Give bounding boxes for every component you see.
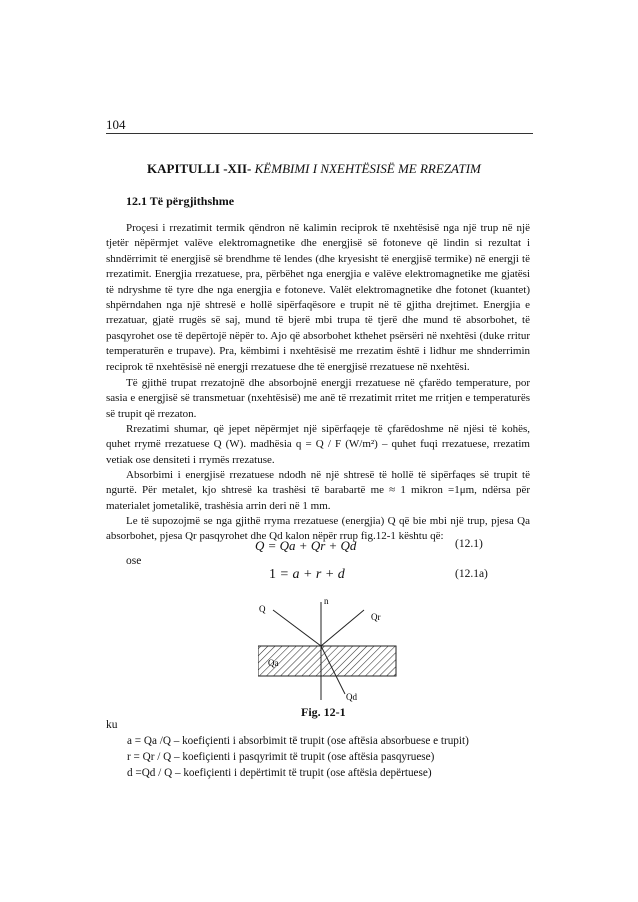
equation-number: (12.1): [455, 538, 483, 550]
equation-rhs: = a + r + d: [279, 567, 345, 582]
equation-rhs: = Qa + Qr + Qd: [267, 538, 357, 553]
figure-12-1: [258, 592, 408, 702]
equation-lhs: 1: [269, 567, 276, 582]
chapter-title: KËMBIMI I NXEHTËSISË ME RREZATIM: [254, 161, 481, 176]
figure-caption: Fig. 12-1: [301, 705, 346, 719]
reflected-ray: [321, 610, 364, 646]
definition-transmission: d =Qd / Q – koefiçienti i depërtimit të trupit (ose aftësia depërtuese): [127, 767, 432, 779]
ku-label: ku: [106, 719, 118, 731]
definition-absorption: a = Qa /Q – koefiçienti i absorbimit të trupit (ose aftësia absorbuese e trupit): [127, 735, 469, 747]
label-transmitted: Qd: [346, 692, 357, 702]
incident-ray: [273, 610, 321, 646]
label-normal: n: [324, 596, 329, 606]
definition-reflection: r = Qr / Q – koefiçienti i pasqyrimit të trupit (ose aftësia pasqyruese): [127, 751, 435, 763]
body-slab: [258, 646, 396, 676]
paragraph-2: Të gjithë trupat rrezatojnë dhe absorbojnë energji rrezatuese në çfarëdo temperature, por sasia e energjisë së transmetuar (nxehtësisë) me anë të rrezatimit rritet me rritjen e temperaturës së trupit që rrezaton.: [106, 377, 530, 420]
ose-label: ose: [126, 555, 142, 567]
chapter-heading: [147, 161, 481, 177]
paragraph-3: Rrezatimi shumar, që jepet nëpërmjet një sipërfaqeje të çfarëdoshme në njësi të kohës, quhet rrymë rrezatuese Q (W). madhësia q = Q / F (W/m²) – quhet fuqi rrezatuese, rrezatim vetiak ose densiteti i rrymës rrezatuse.: [106, 423, 530, 466]
paragraph-5: Le të supozojmë se nga gjithë rryma rrezatuese (energjia) Q që bie mbi një trup, pjesa Qa absorbohet, pjesa Qr pasqyrohet dhe Qd kalon nëpër rrup fig.12-1 kështu që:: [106, 515, 530, 543]
equation-lhs: Q: [255, 538, 265, 553]
label-absorbed: Qa: [268, 658, 279, 668]
page-number: 104: [106, 117, 126, 132]
label-reflected: Qr: [371, 612, 381, 622]
paragraph-4: Absorbimi i energjisë rrezatuese ndodh në një shtresë të hollë të sipërfaqes së trupit të ngurtë. Për metalet, kjo shtresë ka trashësi të barabartë me ≈ 1 mikron =1μm, ndërsa për materialet jometalikë, trashësia arrin deri në 1 mm.: [106, 469, 530, 512]
section-title: 12.1 Të përgjithshme: [126, 194, 235, 208]
equation-12-1a: [269, 567, 345, 583]
label-incident: Q: [259, 604, 266, 614]
paragraph-1: Proçesi i rrezatimit termik qëndron në kalimin reciprok të nxehtësisë nga një trup në një tjetër nëpërmjet valëve elektromagnetike dhe energjisë së fotoneve që lindin si rezultat i shndërrimit të energjisë së brendhme të lendes (dhe kryesisht të energjisë termike) në energji të rrezatimit. Energjia rrezatuese, pra, përbëhet nga energjia e valëve elektromagnetike me gjatësi të ndryshme të tyre dhe nga energjia e fotoneve. Valët elektromagnetike dhe fotonet (kuantet) shpërndahen nga një shtresë e hollë sipërfaqësore e trupit në të gjitha drejtimet. Energjia e rrezatuar, gjatë rrugës së saj, mund të bjerë mbi trupa të tjerë dhe mund të absorbohet, të pasqyrohet ose të depërtojë nëpër to. Ajo që absorbohet kthehet psërsëri në nxehtësi (duke rritur temperaturën e trupave). Pra, këmbimi i nxehtësisë me rrezatim është i lidhur me shnderrimin reciprok të nxehtësisë në energji rrezatuese dhe të energjisë rrezatuese në nxehtësi.: [106, 222, 530, 373]
chapter-prefix: KAPITULLI -XII-: [147, 161, 255, 176]
header-rule: [106, 133, 533, 134]
equation-number: (12.1a): [455, 568, 488, 580]
equation-12-1: [255, 538, 356, 554]
